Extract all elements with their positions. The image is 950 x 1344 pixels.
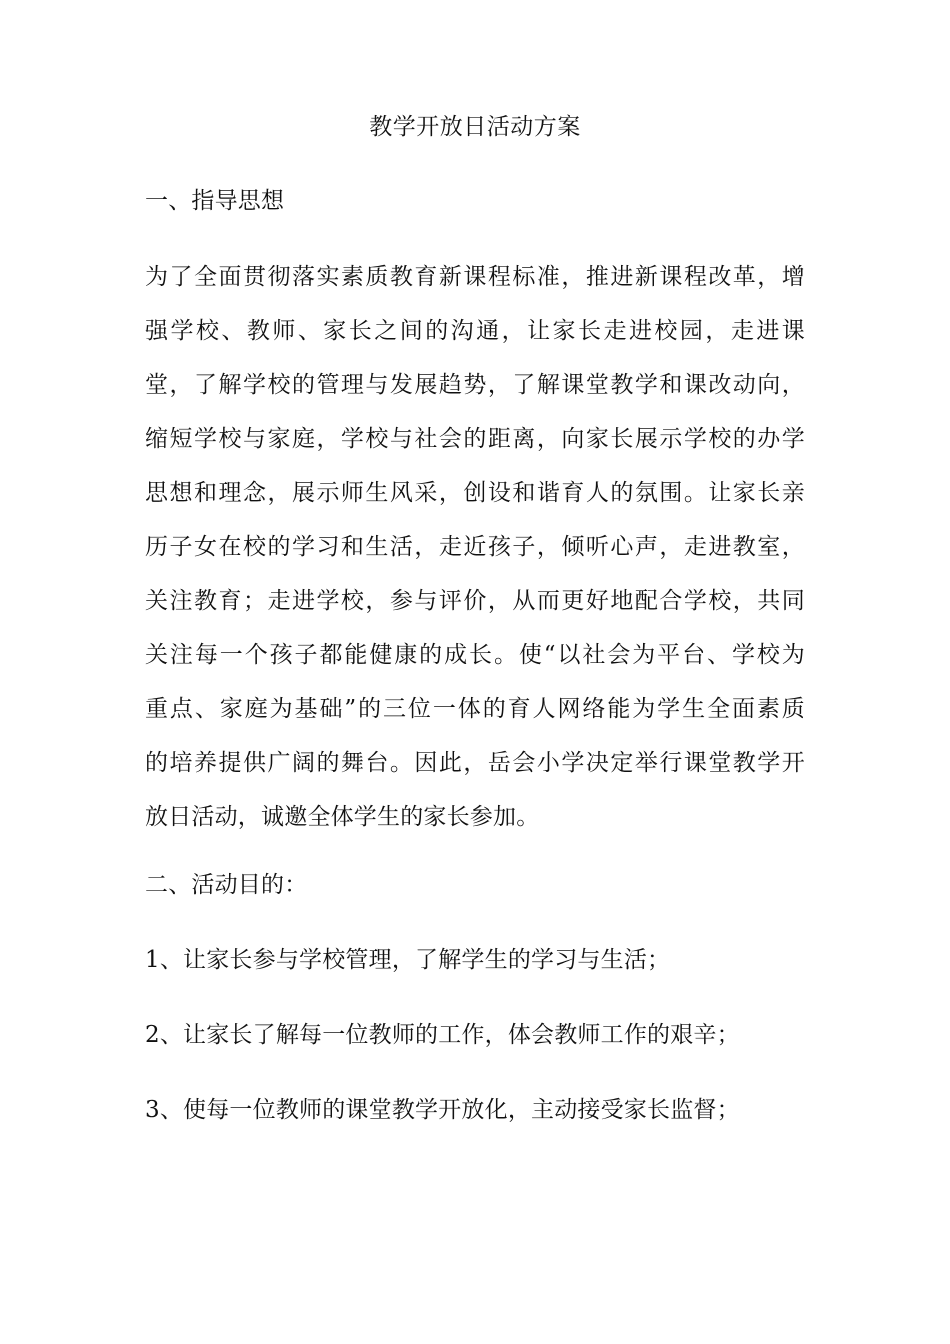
list-item: 2、让家长了解每一位教师的工作，体会教师工作的艰辛； <box>145 1022 740 1048</box>
section-heading-activity-purpose: 二、活动目的： <box>145 872 308 898</box>
paragraph-line: 缩短学校与家庭，学校与社会的距离，向家长展示学校的办学 <box>145 426 805 452</box>
list-item: 3、使每一位教师的课堂教学开放化，主动接受家长监督； <box>145 1097 740 1123</box>
list-item: 1、让家长参与学校管理，了解学生的学习与生活； <box>145 947 671 973</box>
paragraph-line: 堂，了解学校的管理与发展趋势，了解课堂教学和课改动向， <box>145 372 805 398</box>
paragraph-line: 为了全面贯彻落实素质教育新课程标准，推进新课程改革，增 <box>145 264 805 290</box>
paragraph-line: 思想和理念，展示师生风采，创设和谐育人的氛围。让家长亲 <box>145 480 805 506</box>
paragraph-line: 关注教育；走进学校，参与评价，从而更好地配合学校，共同 <box>145 588 805 614</box>
section-heading-guiding-ideology: 一、指导思想 <box>145 188 285 214</box>
paragraph-line: 重点、家庭为基础”的三位一体的育人网络能为学生全面素质 <box>145 696 805 722</box>
paragraph-line: 的培养提供广阔的舞台。因此，岳会小学决定举行课堂教学开 <box>145 750 805 776</box>
paragraph-line: 强学校、教师、家长之间的沟通，让家长走进校园，走进课 <box>145 318 805 344</box>
paragraph-line: 历子女在校的学习和生活，走近孩子，倾听心声，走进教室， <box>145 534 805 560</box>
paragraph-line: 放日活动，诚邀全体学生的家长参加。 <box>145 804 540 830</box>
paragraph-line: 关注每一个孩子都能健康的成长。使“以社会为平台、学校为 <box>145 642 805 668</box>
document-title: 教学开放日活动方案 <box>369 114 581 140</box>
